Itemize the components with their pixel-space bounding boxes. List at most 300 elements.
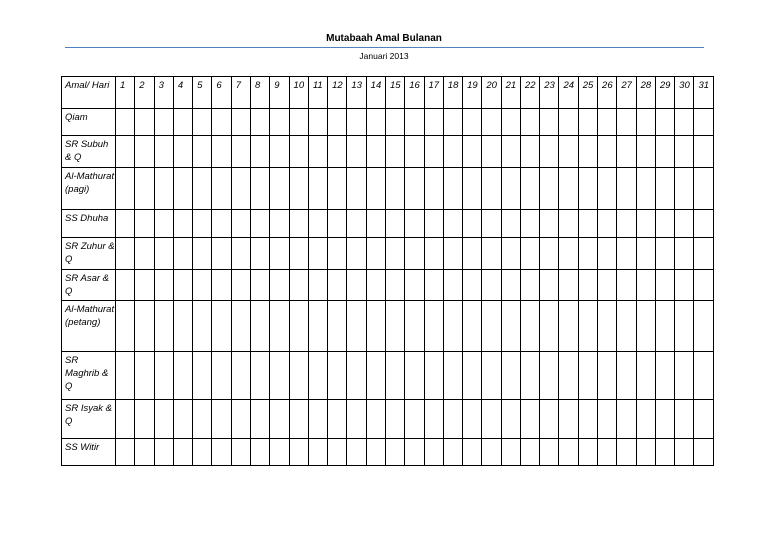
check-cell[interactable] [135,270,154,301]
check-cell[interactable] [559,136,578,168]
check-cell[interactable] [675,439,694,466]
check-cell[interactable] [443,168,462,210]
check-cell[interactable] [578,168,597,210]
check-cell[interactable] [617,238,636,270]
check-cell[interactable] [366,109,385,136]
check-cell[interactable] [289,109,308,136]
check-cell[interactable] [501,352,520,400]
check-cell[interactable] [694,301,713,352]
check-cell[interactable] [347,168,366,210]
check-cell[interactable] [501,136,520,168]
check-cell[interactable] [598,109,617,136]
check-cell[interactable] [443,301,462,352]
check-cell[interactable] [231,439,250,466]
check-cell[interactable] [675,109,694,136]
check-cell[interactable] [154,168,173,210]
check-cell[interactable] [173,210,192,238]
check-cell[interactable] [385,168,404,210]
check-cell[interactable] [154,352,173,400]
check-cell[interactable] [135,109,154,136]
check-cell[interactable] [675,168,694,210]
check-cell[interactable] [154,109,173,136]
check-cell[interactable] [482,301,501,352]
check-cell[interactable] [347,109,366,136]
check-cell[interactable] [694,210,713,238]
check-cell[interactable] [250,270,269,301]
check-cell[interactable] [173,136,192,168]
check-cell[interactable] [463,352,482,400]
check-cell[interactable] [655,301,674,352]
check-cell[interactable] [231,301,250,352]
check-cell[interactable] [270,210,289,238]
check-cell[interactable] [289,168,308,210]
check-cell[interactable] [559,301,578,352]
check-cell[interactable] [482,136,501,168]
check-cell[interactable] [636,210,655,238]
check-cell[interactable] [520,270,539,301]
check-cell[interactable] [655,210,674,238]
check-cell[interactable] [636,301,655,352]
check-cell[interactable] [135,136,154,168]
check-cell[interactable] [540,400,559,439]
check-cell[interactable] [116,238,135,270]
check-cell[interactable] [655,270,674,301]
check-cell[interactable] [443,109,462,136]
check-cell[interactable] [598,238,617,270]
check-cell[interactable] [347,439,366,466]
check-cell[interactable] [617,109,636,136]
check-cell[interactable] [617,210,636,238]
check-cell[interactable] [405,210,424,238]
check-cell[interactable] [501,439,520,466]
check-cell[interactable] [443,238,462,270]
check-cell[interactable] [116,352,135,400]
check-cell[interactable] [540,168,559,210]
check-cell[interactable] [540,210,559,238]
check-cell[interactable] [250,210,269,238]
check-cell[interactable] [540,301,559,352]
check-cell[interactable] [193,109,212,136]
check-cell[interactable] [231,109,250,136]
check-cell[interactable] [424,136,443,168]
check-cell[interactable] [598,400,617,439]
check-cell[interactable] [463,400,482,439]
check-cell[interactable] [675,400,694,439]
check-cell[interactable] [385,352,404,400]
check-cell[interactable] [385,238,404,270]
check-cell[interactable] [636,168,655,210]
check-cell[interactable] [578,400,597,439]
check-cell[interactable] [289,400,308,439]
check-cell[interactable] [250,136,269,168]
check-cell[interactable] [212,439,231,466]
check-cell[interactable] [559,439,578,466]
check-cell[interactable] [405,439,424,466]
check-cell[interactable] [289,301,308,352]
check-cell[interactable] [308,238,327,270]
check-cell[interactable] [463,238,482,270]
check-cell[interactable] [636,270,655,301]
check-cell[interactable] [173,352,192,400]
check-cell[interactable] [520,352,539,400]
check-cell[interactable] [385,109,404,136]
check-cell[interactable] [193,352,212,400]
check-cell[interactable] [212,136,231,168]
check-cell[interactable] [231,352,250,400]
check-cell[interactable] [193,301,212,352]
check-cell[interactable] [173,238,192,270]
check-cell[interactable] [193,439,212,466]
check-cell[interactable] [540,109,559,136]
check-cell[interactable] [501,168,520,210]
check-cell[interactable] [212,270,231,301]
check-cell[interactable] [212,400,231,439]
check-cell[interactable] [424,109,443,136]
check-cell[interactable] [443,210,462,238]
check-cell[interactable] [250,168,269,210]
check-cell[interactable] [193,168,212,210]
check-cell[interactable] [250,238,269,270]
check-cell[interactable] [347,352,366,400]
check-cell[interactable] [540,270,559,301]
check-cell[interactable] [347,136,366,168]
check-cell[interactable] [482,238,501,270]
check-cell[interactable] [308,400,327,439]
check-cell[interactable] [578,352,597,400]
check-cell[interactable] [347,238,366,270]
check-cell[interactable] [231,136,250,168]
check-cell[interactable] [424,238,443,270]
check-cell[interactable] [694,136,713,168]
check-cell[interactable] [636,400,655,439]
check-cell[interactable] [366,301,385,352]
check-cell[interactable] [173,270,192,301]
check-cell[interactable] [655,439,674,466]
check-cell[interactable] [559,210,578,238]
check-cell[interactable] [578,136,597,168]
check-cell[interactable] [520,439,539,466]
check-cell[interactable] [328,400,347,439]
check-cell[interactable] [520,136,539,168]
check-cell[interactable] [135,238,154,270]
check-cell[interactable] [520,210,539,238]
check-cell[interactable] [675,301,694,352]
check-cell[interactable] [116,439,135,466]
check-cell[interactable] [212,352,231,400]
check-cell[interactable] [443,439,462,466]
check-cell[interactable] [424,352,443,400]
check-cell[interactable] [463,439,482,466]
check-cell[interactable] [675,270,694,301]
check-cell[interactable] [328,210,347,238]
check-cell[interactable] [173,168,192,210]
check-cell[interactable] [520,238,539,270]
check-cell[interactable] [424,270,443,301]
check-cell[interactable] [636,352,655,400]
check-cell[interactable] [578,301,597,352]
check-cell[interactable] [559,238,578,270]
check-cell[interactable] [193,400,212,439]
check-cell[interactable] [675,136,694,168]
check-cell[interactable] [463,270,482,301]
check-cell[interactable] [443,270,462,301]
check-cell[interactable] [366,439,385,466]
check-cell[interactable] [655,400,674,439]
check-cell[interactable] [405,238,424,270]
check-cell[interactable] [366,210,385,238]
check-cell[interactable] [405,270,424,301]
check-cell[interactable] [308,352,327,400]
check-cell[interactable] [135,439,154,466]
check-cell[interactable] [366,352,385,400]
check-cell[interactable] [443,352,462,400]
check-cell[interactable] [231,270,250,301]
check-cell[interactable] [520,301,539,352]
check-cell[interactable] [154,439,173,466]
check-cell[interactable] [694,238,713,270]
check-cell[interactable] [308,109,327,136]
check-cell[interactable] [694,352,713,400]
check-cell[interactable] [463,109,482,136]
check-cell[interactable] [347,400,366,439]
check-cell[interactable] [173,301,192,352]
check-cell[interactable] [482,439,501,466]
check-cell[interactable] [385,400,404,439]
check-cell[interactable] [308,439,327,466]
check-cell[interactable] [655,168,674,210]
check-cell[interactable] [540,136,559,168]
check-cell[interactable] [366,136,385,168]
check-cell[interactable] [598,352,617,400]
check-cell[interactable] [193,210,212,238]
check-cell[interactable] [405,301,424,352]
check-cell[interactable] [598,301,617,352]
check-cell[interactable] [270,136,289,168]
check-cell[interactable] [212,210,231,238]
check-cell[interactable] [598,168,617,210]
check-cell[interactable] [289,352,308,400]
check-cell[interactable] [463,210,482,238]
check-cell[interactable] [482,210,501,238]
check-cell[interactable] [308,210,327,238]
check-cell[interactable] [270,400,289,439]
check-cell[interactable] [173,400,192,439]
check-cell[interactable] [385,301,404,352]
check-cell[interactable] [173,109,192,136]
check-cell[interactable] [405,400,424,439]
check-cell[interactable] [212,301,231,352]
check-cell[interactable] [540,439,559,466]
check-cell[interactable] [116,168,135,210]
check-cell[interactable] [405,109,424,136]
check-cell[interactable] [655,109,674,136]
check-cell[interactable] [231,210,250,238]
check-cell[interactable] [328,439,347,466]
check-cell[interactable] [385,136,404,168]
check-cell[interactable] [193,270,212,301]
check-cell[interactable] [578,270,597,301]
check-cell[interactable] [270,238,289,270]
check-cell[interactable] [463,301,482,352]
check-cell[interactable] [366,400,385,439]
check-cell[interactable] [463,136,482,168]
check-cell[interactable] [366,168,385,210]
check-cell[interactable] [675,210,694,238]
check-cell[interactable] [655,352,674,400]
check-cell[interactable] [308,168,327,210]
check-cell[interactable] [289,210,308,238]
check-cell[interactable] [328,270,347,301]
check-cell[interactable] [366,238,385,270]
check-cell[interactable] [655,136,674,168]
check-cell[interactable] [385,210,404,238]
check-cell[interactable] [154,136,173,168]
check-cell[interactable] [289,439,308,466]
check-cell[interactable] [231,168,250,210]
check-cell[interactable] [116,301,135,352]
check-cell[interactable] [347,270,366,301]
check-cell[interactable] [694,400,713,439]
check-cell[interactable] [694,109,713,136]
check-cell[interactable] [116,400,135,439]
check-cell[interactable] [116,109,135,136]
check-cell[interactable] [405,136,424,168]
check-cell[interactable] [559,270,578,301]
check-cell[interactable] [154,400,173,439]
check-cell[interactable] [250,109,269,136]
check-cell[interactable] [520,168,539,210]
check-cell[interactable] [212,109,231,136]
check-cell[interactable] [250,352,269,400]
check-cell[interactable] [617,136,636,168]
check-cell[interactable] [482,109,501,136]
check-cell[interactable] [598,210,617,238]
check-cell[interactable] [598,439,617,466]
check-cell[interactable] [405,352,424,400]
check-cell[interactable] [347,210,366,238]
check-cell[interactable] [366,270,385,301]
check-cell[interactable] [135,168,154,210]
check-cell[interactable] [617,270,636,301]
check-cell[interactable] [231,400,250,439]
check-cell[interactable] [694,270,713,301]
check-cell[interactable] [385,439,404,466]
check-cell[interactable] [617,352,636,400]
check-cell[interactable] [173,439,192,466]
check-cell[interactable] [424,168,443,210]
check-cell[interactable] [578,210,597,238]
check-cell[interactable] [617,301,636,352]
check-cell[interactable] [694,439,713,466]
check-cell[interactable] [520,400,539,439]
check-cell[interactable] [675,352,694,400]
check-cell[interactable] [424,400,443,439]
check-cell[interactable] [308,301,327,352]
check-cell[interactable] [212,168,231,210]
check-cell[interactable] [482,400,501,439]
check-cell[interactable] [328,109,347,136]
check-cell[interactable] [617,168,636,210]
check-cell[interactable] [559,352,578,400]
check-cell[interactable] [675,238,694,270]
check-cell[interactable] [655,238,674,270]
check-cell[interactable] [501,270,520,301]
check-cell[interactable] [347,301,366,352]
check-cell[interactable] [289,136,308,168]
check-cell[interactable] [154,238,173,270]
check-cell[interactable] [443,400,462,439]
check-cell[interactable] [270,439,289,466]
check-cell[interactable] [694,168,713,210]
check-cell[interactable] [154,301,173,352]
check-cell[interactable] [424,210,443,238]
check-cell[interactable] [636,439,655,466]
check-cell[interactable] [193,136,212,168]
check-cell[interactable] [308,136,327,168]
check-cell[interactable] [135,301,154,352]
check-cell[interactable] [270,168,289,210]
check-cell[interactable] [501,238,520,270]
check-cell[interactable] [385,270,404,301]
check-cell[interactable] [520,109,539,136]
check-cell[interactable] [135,352,154,400]
check-cell[interactable] [135,400,154,439]
check-cell[interactable] [424,439,443,466]
check-cell[interactable] [598,270,617,301]
check-cell[interactable] [328,238,347,270]
check-cell[interactable] [212,238,231,270]
check-cell[interactable] [289,270,308,301]
check-cell[interactable] [617,439,636,466]
check-cell[interactable] [328,352,347,400]
check-cell[interactable] [154,210,173,238]
check-cell[interactable] [501,210,520,238]
check-cell[interactable] [405,168,424,210]
check-cell[interactable] [328,136,347,168]
check-cell[interactable] [540,352,559,400]
check-cell[interactable] [482,168,501,210]
check-cell[interactable] [443,136,462,168]
check-cell[interactable] [559,168,578,210]
check-cell[interactable] [116,270,135,301]
check-cell[interactable] [328,168,347,210]
check-cell[interactable] [135,210,154,238]
check-cell[interactable] [636,109,655,136]
check-cell[interactable] [482,270,501,301]
check-cell[interactable] [598,136,617,168]
check-cell[interactable] [154,270,173,301]
check-cell[interactable] [463,168,482,210]
check-cell[interactable] [308,270,327,301]
check-cell[interactable] [328,301,347,352]
check-cell[interactable] [559,400,578,439]
check-cell[interactable] [636,136,655,168]
check-cell[interactable] [578,238,597,270]
check-cell[interactable] [116,136,135,168]
check-cell[interactable] [231,238,250,270]
check-cell[interactable] [636,238,655,270]
check-cell[interactable] [501,301,520,352]
check-cell[interactable] [559,109,578,136]
check-cell[interactable] [578,109,597,136]
check-cell[interactable] [193,238,212,270]
check-cell[interactable] [270,109,289,136]
check-cell[interactable] [270,301,289,352]
check-cell[interactable] [250,301,269,352]
check-cell[interactable] [116,210,135,238]
check-cell[interactable] [250,439,269,466]
check-cell[interactable] [617,400,636,439]
